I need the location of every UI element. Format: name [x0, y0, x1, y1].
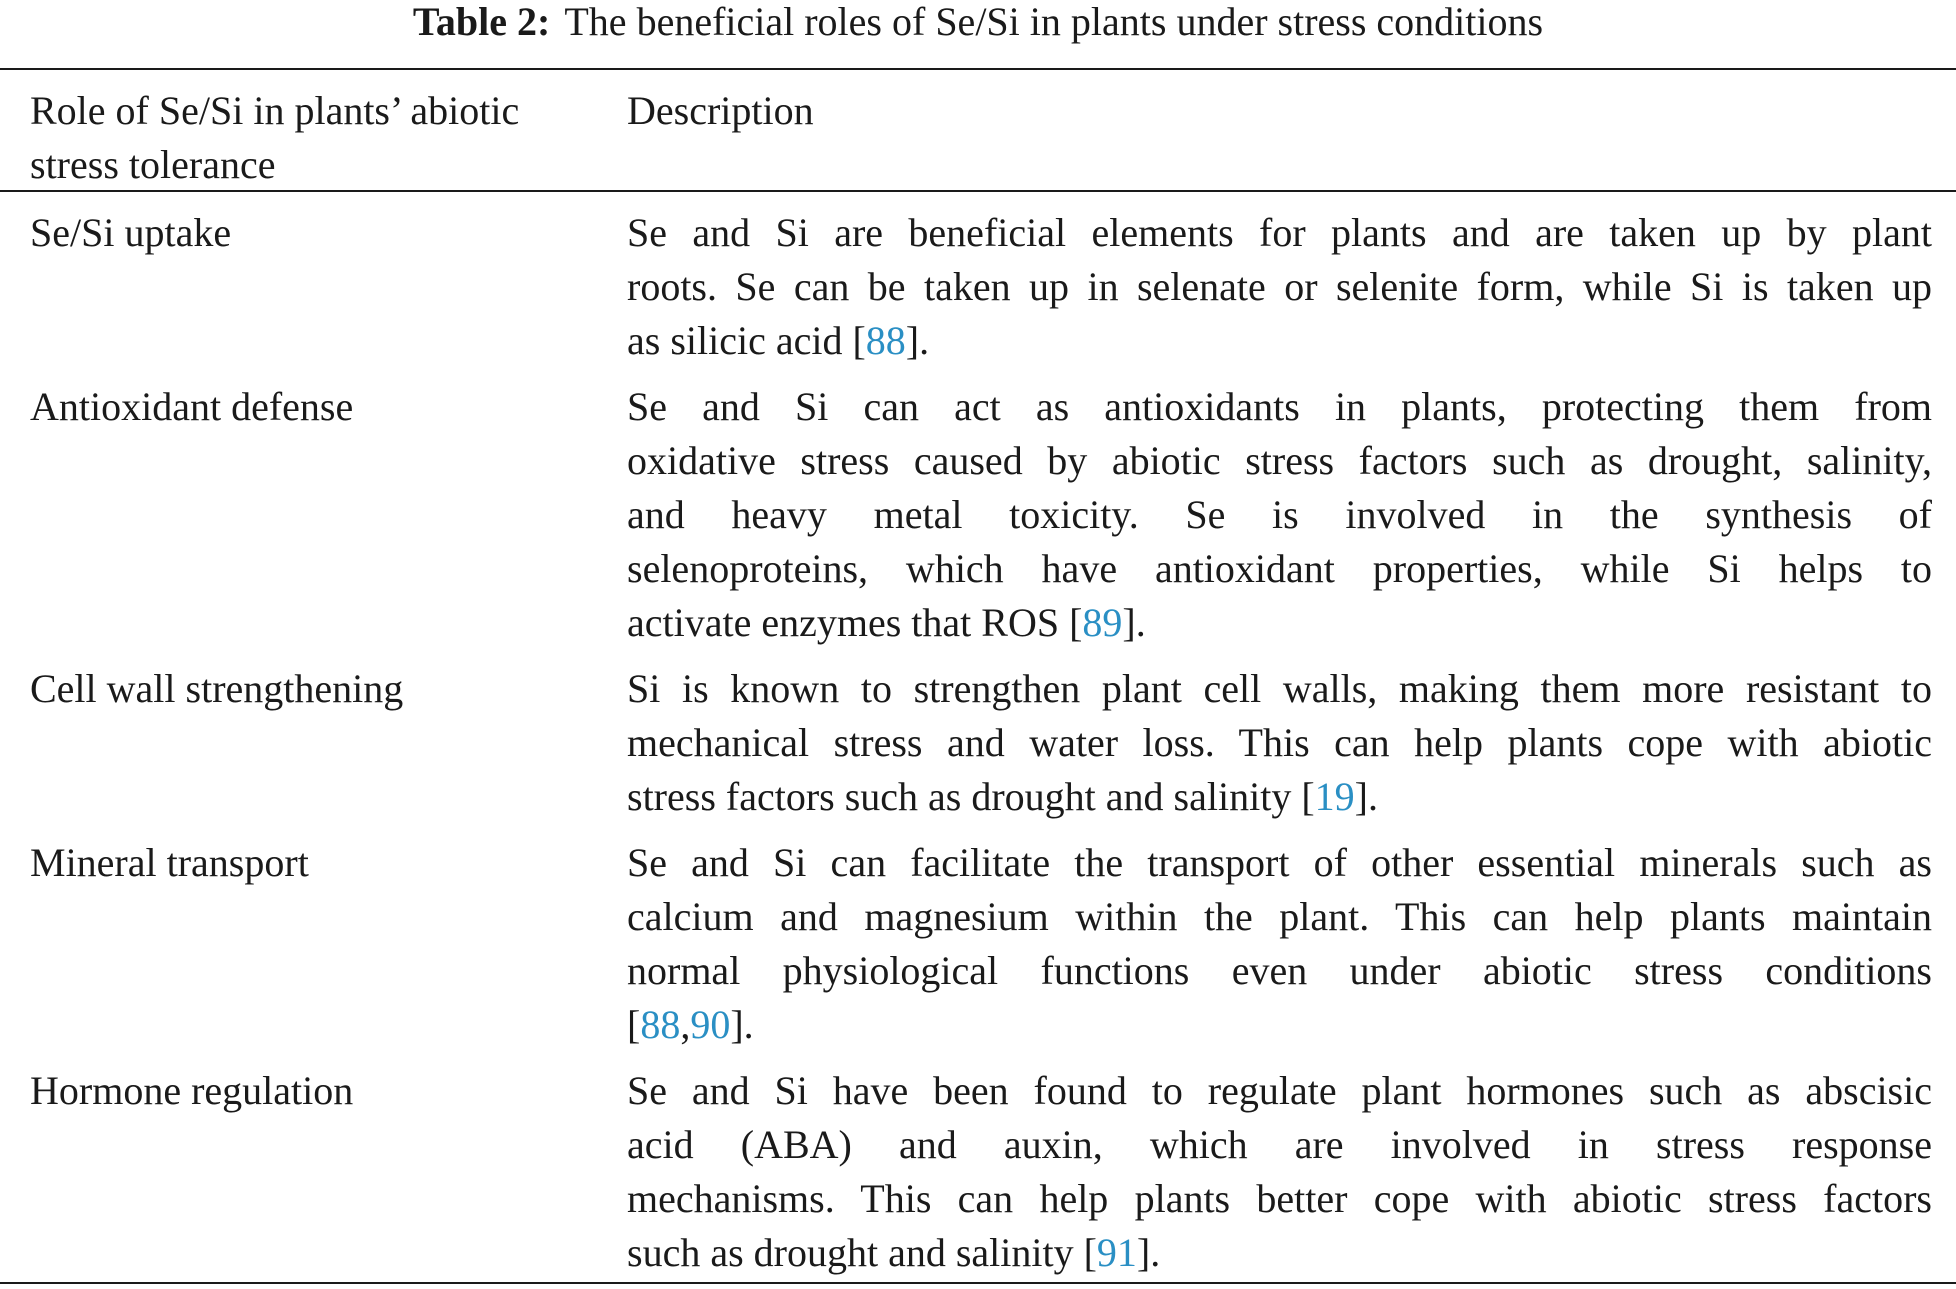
description-line-text: as silicic acid [	[627, 318, 866, 363]
description-line: normal physiological functions even under abiotic stress conditions	[627, 948, 1932, 993]
description-line: Se and Si can facilitate the transport of other essential minerals such as	[627, 840, 1932, 885]
header-role-line-1: Role of Se/Si in plants’ abiotic	[30, 88, 520, 133]
description-line: oxidative stress caused by abiotic stress factors such as drought, salinity,	[627, 438, 1932, 483]
description-line-text: such as drought and salinity [	[627, 1230, 1097, 1275]
reference-link[interactable]: 90	[690, 1002, 731, 1047]
description-line	[627, 314, 1932, 368]
row-role: Cell wall strengthening	[30, 666, 404, 711]
description-line	[627, 1226, 1932, 1280]
reference-link[interactable]: 89	[1082, 600, 1123, 645]
description-line-tail: ].	[1136, 1230, 1161, 1275]
row-role-cell	[30, 662, 610, 716]
row-description-cell	[627, 836, 1932, 1052]
row-role-cell	[30, 836, 610, 890]
description-line: Si is known to strengthen plant cell walls, making them more resistant to	[627, 666, 1932, 711]
description-line-text: stress factors such as drought and salinity [	[627, 774, 1315, 819]
header-description	[627, 84, 1932, 138]
table-caption-label: Table 2:	[412, 0, 551, 44]
table-bottom-rule	[0, 1282, 1956, 1284]
row-role-cell	[30, 380, 610, 434]
header-description-label: Description	[627, 88, 814, 133]
description-line: mechanical stress and water loss. This can help plants cope with abiotic	[627, 720, 1932, 765]
description-line	[627, 998, 1932, 1052]
row-role-cell	[30, 206, 610, 260]
reference-separator: ,	[680, 1002, 691, 1047]
row-description-cell	[627, 206, 1932, 368]
description-line: calcium and magnesium within the plant. This can help plants maintain	[627, 894, 1932, 939]
row-role-cell	[30, 1064, 610, 1118]
header-role-line-2: stress tolerance	[30, 142, 276, 187]
description-line-tail: ].	[730, 1002, 754, 1047]
table-top-rule	[0, 68, 1956, 70]
description-line: Se and Si can act as antioxidants in plants, protecting them from	[627, 384, 1932, 429]
description-line-text: activate enzymes that ROS [	[627, 600, 1083, 645]
table-caption	[0, 0, 1956, 44]
row-role: Hormone regulation	[30, 1068, 354, 1113]
description-line: and heavy metal toxicity. Se is involved in the synthesis of	[627, 492, 1932, 537]
description-line-tail: ].	[905, 318, 930, 363]
reference-link[interactable]: 19	[1314, 774, 1355, 819]
description-line	[627, 770, 1932, 824]
row-role: Se/Si uptake	[30, 210, 232, 255]
description-line-text: [	[627, 1002, 641, 1047]
table-caption-text: The beneficial roles of Se/Si in plants under stress conditions	[564, 0, 1544, 44]
description-line: Se and Si are beneficial elements for plants and are taken up by plant	[627, 210, 1932, 255]
description-line: roots. Se can be taken up in selenate or selenite form, while Si is taken up	[627, 264, 1932, 309]
description-line	[627, 596, 1932, 650]
reference-link[interactable]: 91	[1096, 1230, 1137, 1275]
row-role: Mineral transport	[30, 840, 309, 885]
header-role	[30, 84, 610, 192]
description-line: acid (ABA) and auxin, which are involved in stress response	[627, 1122, 1932, 1167]
reference-link[interactable]: 88	[640, 1002, 681, 1047]
description-line-tail: ].	[1354, 774, 1378, 819]
description-line-tail: ].	[1122, 600, 1146, 645]
row-role: Antioxidant defense	[30, 384, 354, 429]
row-description-cell	[627, 662, 1932, 824]
description-line: Se and Si have been found to regulate plant hormones such as abscisic	[627, 1068, 1932, 1113]
row-description-cell	[627, 1064, 1932, 1280]
description-line: selenoproteins, which have antioxidant properties, while Si helps to	[627, 546, 1932, 591]
description-line: mechanisms. This can help plants better cope with abiotic stress factors	[627, 1176, 1932, 1221]
reference-link[interactable]: 88	[865, 318, 906, 363]
row-description-cell	[627, 380, 1932, 650]
